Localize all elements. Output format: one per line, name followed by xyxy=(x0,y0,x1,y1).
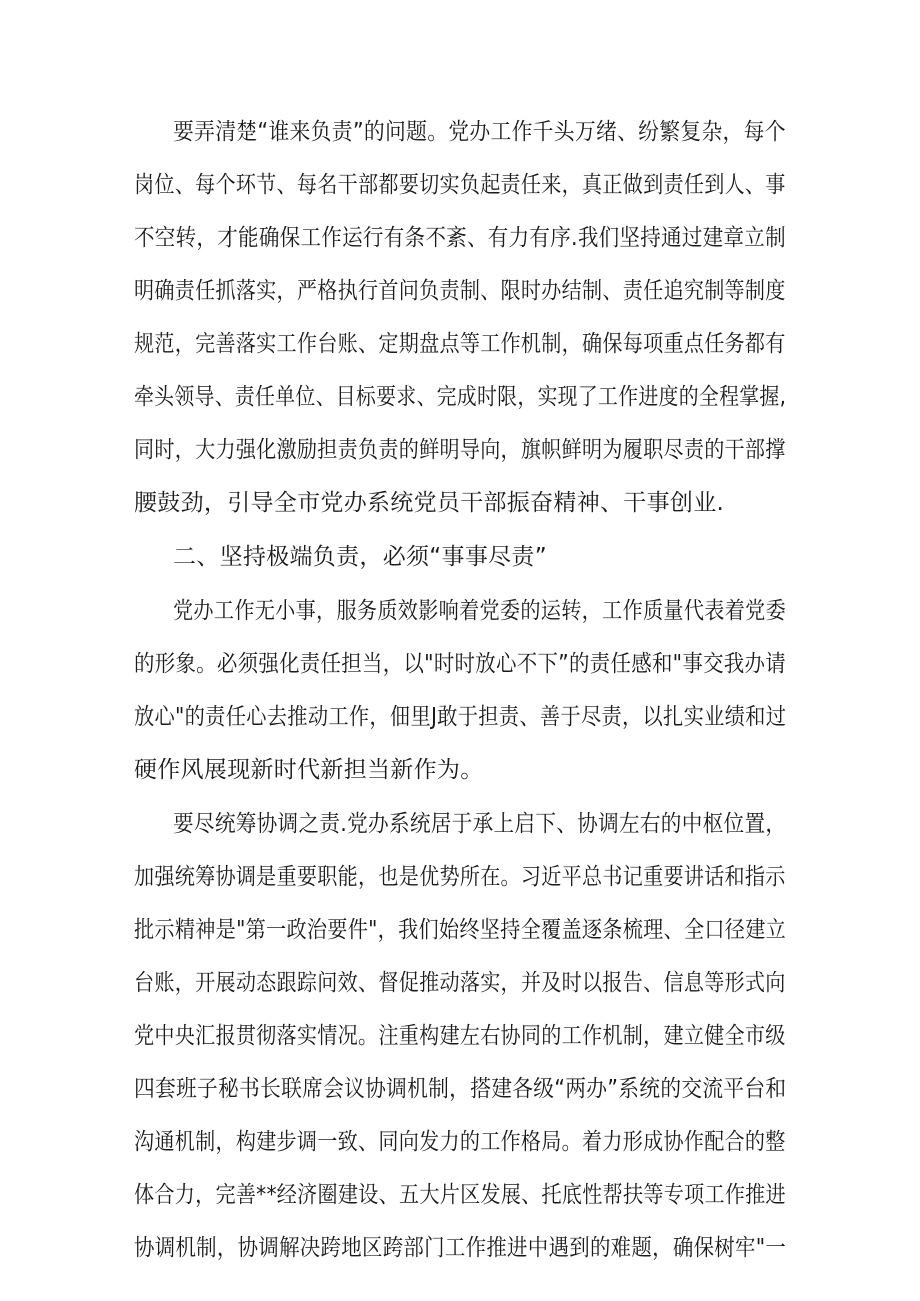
body-text-line: 不空转，才能确保工作运行有条不紊、有力有序.我们坚持通过建章立制 xyxy=(134,225,786,251)
body-text-line: 协调机制，协调解决跨地区跨部门工作推进中遇到的难题，确保树牢"一 xyxy=(134,1235,787,1261)
body-text-line: 同时，大力强化激励担责负责的鲜明导向，旗帜鲜明为履职尽责的干部撑 xyxy=(134,437,786,463)
body-text-line: 要尽统筹协调之责.党办系统居于承上启下、协调左右的中枢位置， xyxy=(173,811,787,837)
body-text-line: 硬作风展现新时代新担当新作为。 xyxy=(134,757,484,783)
body-text-line: 台账，开展动态跟踪问效、督促推动落实，并及时以报告、信息等形式向 xyxy=(134,970,786,996)
body-text-line: 党中央汇报贯彻落实情况。注重构建左右协同的工作机制，建立健全市级 xyxy=(134,1023,786,1049)
body-text-line: 明确责任抓落实，严格执行首问负责制、限时办结制、责任追究制等制度 xyxy=(134,278,786,304)
body-text-line: 牵头领导、责任单位、目标要求、完成时限，实现了工作进度的全程掌握, xyxy=(134,384,787,410)
body-text-line: 腰鼓劲，引导全市党办系统党员干部振奋精神、干事创业. xyxy=(134,490,725,516)
body-text-line: 的形象。必须强化责任担当，以"时时放心不下”的责任感和"事交我办请 xyxy=(134,651,786,677)
body-text-line: 放心"的责任心去推动工作，佃里J敢于担责、善于尽责，以扎实业绩和过 xyxy=(134,704,787,730)
body-text-line: 要弄清楚“谁来负责”的问题。党办工作千头万绪、纷繁复杂，每个 xyxy=(173,119,786,145)
section-heading: 二、坚持极端负责，必须“事事尽责” xyxy=(173,544,547,570)
body-text-line: 岗位、每个环节、每名干部都要切实负起责任来，真正做到责任到人、事 xyxy=(134,172,786,198)
body-text-line: 四套班子秘书长联席会议协调机制，搭建各级“两办”系统的交流平台和 xyxy=(134,1076,787,1102)
body-text-line: 规范，完善落实工作台账、定期盘点等工作机制，确保每项重点任务都有 xyxy=(134,331,786,357)
body-text-line: 加强统筹协调是重要职能，也是优势所在。习近平总书记重要讲话和指示 xyxy=(134,864,786,890)
body-text-line: 体合力，完善**经济圈建设、五大片区发展、托底性帮扶等专项工作推进 xyxy=(134,1182,786,1208)
body-text-line: 沟通机制，构建步调一致、同向发力的工作格局。着力形成协作配合的整 xyxy=(134,1129,786,1155)
body-text-line: 党办工作无小事，服务质效影响着党委的运转，工作质量代表着党委 xyxy=(173,598,786,624)
body-text-line: 批示精神是"第一政治要件"，我们始终坚持全覆盖逐条梳理、全口径建立 xyxy=(134,917,787,943)
